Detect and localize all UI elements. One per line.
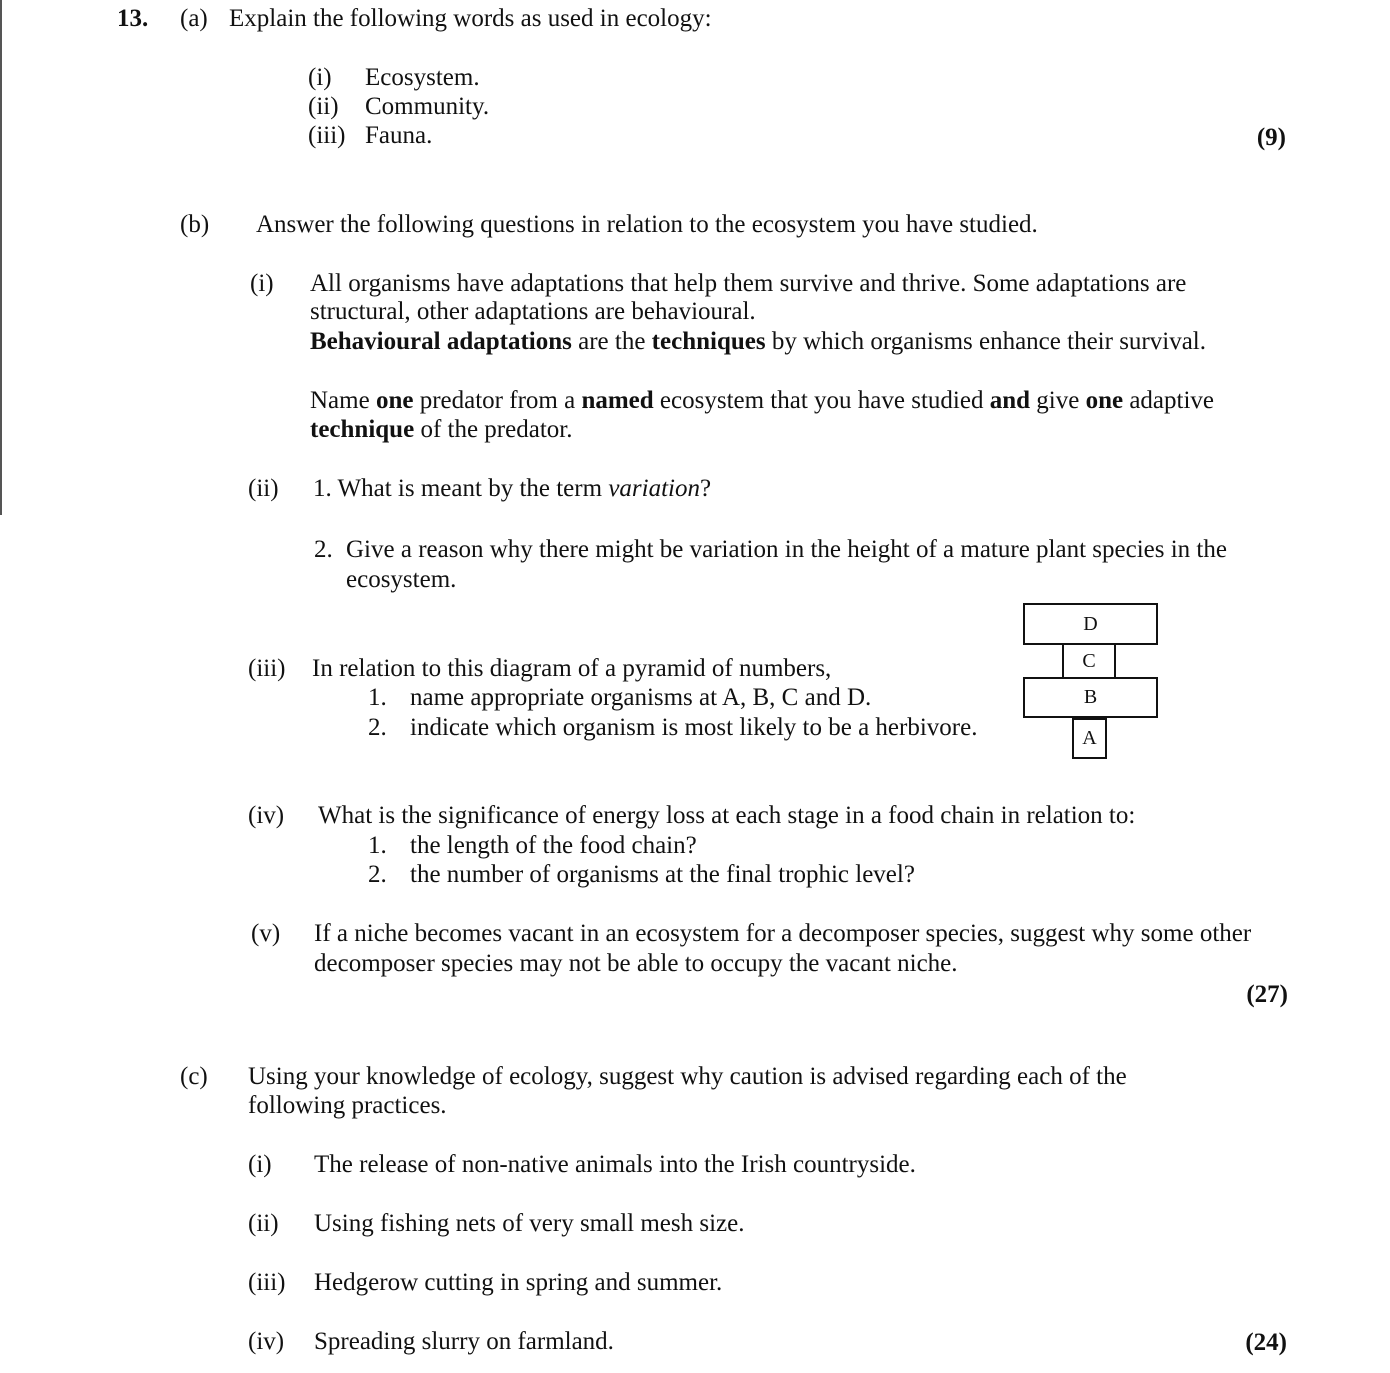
part-b-iv-item-num: 1. xyxy=(368,832,387,859)
part-b-stem: Answer the following questions in relation to the ecosystem you have studied. xyxy=(256,211,1038,238)
part-b-ii-q2-line2: ecosystem. xyxy=(346,566,457,593)
part-c-item-num: (i) xyxy=(248,1151,272,1178)
text-segment: give xyxy=(1030,387,1086,414)
part-b-iii-item-text: name appropriate organisms at A, B, C and D. xyxy=(410,684,872,711)
part-b-iv-item-text: the length of the food chain? xyxy=(410,832,697,859)
part-b-iii-stem: In relation to this diagram of a pyramid of numbers, xyxy=(312,655,832,682)
text-segment: ecosystem that you have studied xyxy=(653,387,990,414)
part-b-ii-q2-line1: Give a reason why there might be variation in the height of a mature plant species in the xyxy=(346,536,1227,563)
part-b-iii-item-num: 1. xyxy=(368,684,387,711)
bold-term: named xyxy=(581,387,654,414)
part-b-iv-item-num: 2. xyxy=(368,861,387,888)
part-a-item-num: (ii) xyxy=(308,93,339,120)
part-b-i-line2: structural, other adaptations are behavioural. xyxy=(310,298,756,325)
bold-term: one xyxy=(1085,387,1124,414)
page-left-border xyxy=(0,0,2,515)
text-segment: ? xyxy=(699,475,712,502)
part-b-v-num: (v) xyxy=(251,920,281,947)
pyramid-level-c: C xyxy=(1062,643,1116,680)
part-b-ii-q1 xyxy=(313,474,711,503)
text-segment: 1. What is meant by the term xyxy=(313,475,609,502)
part-c-item-num: (iv) xyxy=(248,1328,285,1355)
part-b-iii-item-text: indicate which organism is most likely to be a herbivore. xyxy=(410,714,978,741)
part-a-stem: Explain the following words as used in ecology: xyxy=(229,5,712,32)
part-c-line2: following practices. xyxy=(248,1092,447,1119)
bold-term: Behavioural adaptations xyxy=(310,328,572,355)
part-b-v-line1: If a niche becomes vacant in an ecosystem for a decomposer species, suggest why some other xyxy=(314,920,1252,947)
bold-term: and xyxy=(989,387,1031,414)
part-b-iii-item-num: 2. xyxy=(368,714,387,741)
part-a-item-text: Community. xyxy=(365,93,490,120)
part-c-item-text: The release of non-native animals into the Irish countryside. xyxy=(314,1151,916,1178)
text-segment: by which organisms enhance their survival. xyxy=(765,328,1206,355)
part-c-line1: Using your knowledge of ecology, suggest why caution is advised regarding each of the xyxy=(248,1063,1127,1090)
part-c-label: (c) xyxy=(180,1063,208,1090)
part-a-item-text: Fauna. xyxy=(365,122,433,149)
bold-term: one xyxy=(375,387,414,414)
part-b-iv-item-text: the number of organisms at the final trophic level? xyxy=(410,861,915,888)
part-a-marks: (9) xyxy=(1256,124,1286,151)
text-segment: predator from a xyxy=(413,387,582,414)
text-segment: of the predator. xyxy=(414,416,573,443)
part-c-item-text: Spreading slurry on farmland. xyxy=(314,1328,614,1355)
part-b-ii-num: (ii) xyxy=(248,475,279,502)
pyramid-level-b: B xyxy=(1023,677,1158,718)
part-b-v-line2: decomposer species may not be able to occupy the vacant niche. xyxy=(314,950,958,977)
part-b-label: (b) xyxy=(180,211,210,238)
pyramid-level-a: A xyxy=(1072,718,1107,759)
part-c-marks: (24) xyxy=(1245,1329,1287,1356)
bold-term: technique xyxy=(310,416,415,443)
part-c-item-text: Using fishing nets of very small mesh size. xyxy=(314,1210,745,1237)
pyramid-level-d: D xyxy=(1023,603,1158,645)
part-a-item-text: Ecosystem. xyxy=(365,64,480,91)
question-number: 13. xyxy=(117,5,149,32)
part-b-i-num: (i) xyxy=(250,270,274,297)
part-b-i-question-line1 xyxy=(310,386,1214,415)
part-b-iv-stem: What is the significance of energy loss at each stage in a food chain in relation to: xyxy=(318,802,1136,829)
italic-term: variation xyxy=(608,475,700,502)
part-b-i-line3 xyxy=(310,327,1206,356)
bold-term: techniques xyxy=(651,328,766,355)
part-c-item-text: Hedgerow cutting in spring and summer. xyxy=(314,1269,723,1296)
part-c-item-num: (iii) xyxy=(248,1269,286,1296)
part-b-iv-num: (iv) xyxy=(248,802,285,829)
part-b-ii-q2-num: 2. xyxy=(314,536,333,563)
part-a-label: (a) xyxy=(180,5,208,32)
part-c-item-num: (ii) xyxy=(248,1210,279,1237)
part-b-i-question-line2 xyxy=(310,415,572,444)
part-b-marks: (27) xyxy=(1246,981,1288,1008)
text-segment: adaptive xyxy=(1123,387,1215,414)
part-b-iii-num: (iii) xyxy=(248,655,286,682)
part-a-item-num: (iii) xyxy=(308,122,346,149)
part-a-item-num: (i) xyxy=(308,64,332,91)
text-segment: are the xyxy=(571,328,652,355)
text-segment: Name xyxy=(310,387,376,414)
part-b-i-line1: All organisms have adaptations that help them survive and thrive. Some adaptations are xyxy=(310,270,1187,297)
